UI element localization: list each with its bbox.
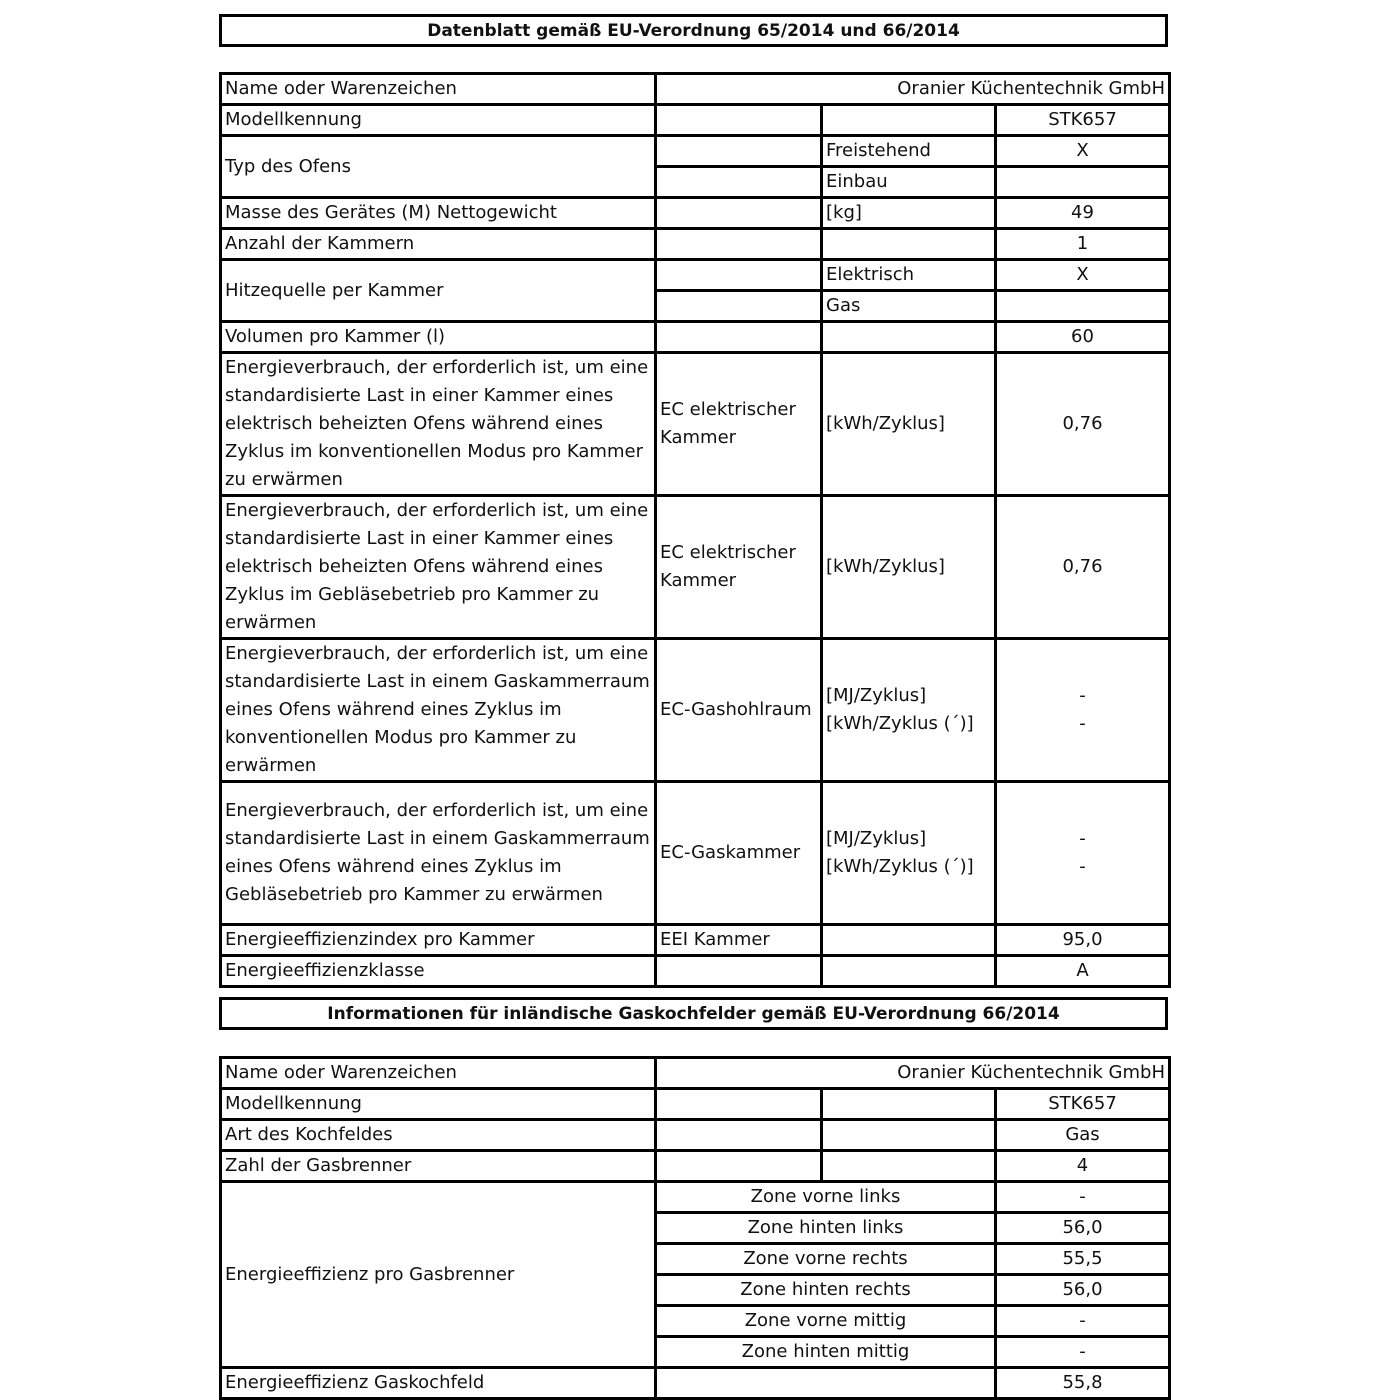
zone-name: Zone hinten rechts — [656, 1275, 996, 1306]
ec-gas-fan-label: Energieverbrauch, der erforderlich ist, um eine standardisierte Last in einem Gaskammerraum eines Ofens während eines Zyklus im Gebläsebetrieb pro Kammer zu erwärmen — [221, 782, 656, 925]
zone-value: - — [996, 1306, 1170, 1337]
model-value: STK657 — [996, 1089, 1170, 1120]
zone-value: 56,0 — [996, 1275, 1170, 1306]
zone-name: Zone hinten links — [656, 1213, 996, 1244]
empty-cell — [656, 1368, 996, 1399]
empty-cell — [656, 1151, 822, 1182]
empty-cell — [656, 956, 822, 987]
zone-value: - — [996, 1182, 1170, 1213]
ec-gas-conventional-units — [822, 639, 996, 782]
zone-name: Zone vorne mittig — [656, 1306, 996, 1337]
gas-hob-info-title: Informationen für inländische Gaskochfelder gemäß EU-Verordnung 66/2014 — [219, 997, 1168, 1030]
ec-gas-conventional-values — [996, 639, 1170, 782]
unit-mj: [MJ/Zyklus] — [826, 828, 927, 849]
hob-efficiency-value: 55,8 — [996, 1368, 1170, 1399]
empty-cell — [656, 167, 822, 198]
freestanding-value: X — [996, 136, 1170, 167]
ec-electric-conventional-value: 0,76 — [996, 353, 1170, 496]
empty-cell — [656, 105, 822, 136]
empty-cell — [656, 229, 822, 260]
empty-cell — [656, 1120, 822, 1151]
empty-cell — [822, 322, 996, 353]
heat-electric-value: X — [996, 260, 1170, 291]
unit-kwh: [kWh/Zyklus (´)] — [826, 856, 974, 877]
builtin-value — [996, 167, 1170, 198]
empty-cell — [656, 198, 822, 229]
mass-value: 49 — [996, 198, 1170, 229]
eei-value: 95,0 — [996, 925, 1170, 956]
ec-electric-conventional-unit: [kWh/Zyklus] — [822, 353, 996, 496]
brand-label: Name oder Warenzeichen — [221, 74, 656, 105]
oven-datasheet-title: Datenblatt gemäß EU-Verordnung 65/2014 und 66/2014 — [219, 14, 1168, 47]
empty-cell — [822, 1089, 996, 1120]
empty-cell — [822, 1151, 996, 1182]
zone-value: 55,5 — [996, 1244, 1170, 1275]
volume-label: Volumen pro Kammer (l) — [221, 322, 656, 353]
value-kwh: - — [1079, 713, 1086, 734]
empty-cell — [822, 105, 996, 136]
ec-gas-fan-units — [822, 782, 996, 925]
zone-value: 56,0 — [996, 1213, 1170, 1244]
ec-electric-fan-value: 0,76 — [996, 496, 1170, 639]
ec-electric-conventional-symbol: EC elektrischer Kammer — [656, 353, 822, 496]
heat-gas-label: Gas — [822, 291, 996, 322]
chambers-value: 1 — [996, 229, 1170, 260]
burner-count-label: Zahl der Gasbrenner — [221, 1151, 656, 1182]
oven-type-label: Typ des Ofens — [221, 136, 656, 198]
builtin-label: Einbau — [822, 167, 996, 198]
energy-class-value: A — [996, 956, 1170, 987]
ec-electric-fan-label: Energieverbrauch, der erforderlich ist, um eine standardisierte Last in einer Kammer eines elektrisch beheizten Ofens während eines Zyklus im Gebläsebetrieb pro Kammer zu erwärmen — [221, 496, 656, 639]
model-value: STK657 — [996, 105, 1170, 136]
ec-gas-conventional-label: Energieverbrauch, der erforderlich ist, um eine standardisierte Last in einem Gaskammerraum eines Ofens während eines Zyklus im konventionellen Modus pro Kammer zu erwärmen — [221, 639, 656, 782]
freestanding-label: Freistehend — [822, 136, 996, 167]
empty-cell — [656, 260, 822, 291]
zone-name: Zone vorne rechts — [656, 1244, 996, 1275]
hob-efficiency-label: Energieeffizienz Gaskochfeld — [221, 1368, 656, 1399]
empty-cell — [822, 925, 996, 956]
energy-class-label: Energieeffizienzklasse — [221, 956, 656, 987]
hob-type-label: Art des Kochfeldes — [221, 1120, 656, 1151]
unit-mj: [MJ/Zyklus] — [826, 685, 927, 706]
empty-cell — [822, 229, 996, 260]
zone-value: - — [996, 1337, 1170, 1368]
mass-label: Masse des Gerätes (M) Nettogewicht — [221, 198, 656, 229]
empty-cell — [822, 956, 996, 987]
eei-label: Energieeffizienzindex pro Kammer — [221, 925, 656, 956]
zone-name: Zone hinten mittig — [656, 1337, 996, 1368]
value-mj: - — [1079, 828, 1086, 849]
empty-cell — [656, 322, 822, 353]
model-label: Modellkennung — [221, 1089, 656, 1120]
ec-electric-fan-symbol: EC elektrischer Kammer — [656, 496, 822, 639]
unit-kwh: [kWh/Zyklus (´)] — [826, 713, 974, 734]
brand-label: Name oder Warenzeichen — [221, 1058, 656, 1089]
brand-value: Oranier Küchentechnik GmbH — [656, 1058, 1170, 1089]
ec-gas-fan-symbol: EC-Gaskammer — [656, 782, 822, 925]
ec-gas-fan-values — [996, 782, 1170, 925]
value-mj: - — [1079, 685, 1086, 706]
ec-gas-conventional-symbol: EC-Gashohlraum — [656, 639, 822, 782]
heat-electric-label: Elektrisch — [822, 260, 996, 291]
heat-gas-value — [996, 291, 1170, 322]
oven-datasheet-table — [219, 72, 1171, 988]
empty-cell — [656, 291, 822, 322]
ec-electric-conventional-label: Energieverbrauch, der erforderlich ist, um eine standardisierte Last in einer Kammer eines elektrisch beheizten Ofens während eines Zyklus im konventionellen Modus pro Kammer zu erwärmen — [221, 353, 656, 496]
zone-name: Zone vorne links — [656, 1182, 996, 1213]
ec-electric-fan-unit: [kWh/Zyklus] — [822, 496, 996, 639]
mass-unit: [kg] — [822, 198, 996, 229]
chambers-label: Anzahl der Kammern — [221, 229, 656, 260]
empty-cell — [656, 136, 822, 167]
value-kwh: - — [1079, 856, 1086, 877]
brand-value: Oranier Küchentechnik GmbH — [656, 74, 1170, 105]
eei-symbol: EEI Kammer — [656, 925, 822, 956]
model-label: Modellkennung — [221, 105, 656, 136]
volume-value: 60 — [996, 322, 1170, 353]
gas-hob-table — [219, 1056, 1171, 1400]
hob-type-value: Gas — [996, 1120, 1170, 1151]
burner-efficiency-label: Energieeffizienz pro Gasbrenner — [221, 1182, 656, 1368]
empty-cell — [822, 1120, 996, 1151]
empty-cell — [656, 1089, 822, 1120]
heat-source-label: Hitzequelle per Kammer — [221, 260, 656, 322]
burner-count-value: 4 — [996, 1151, 1170, 1182]
